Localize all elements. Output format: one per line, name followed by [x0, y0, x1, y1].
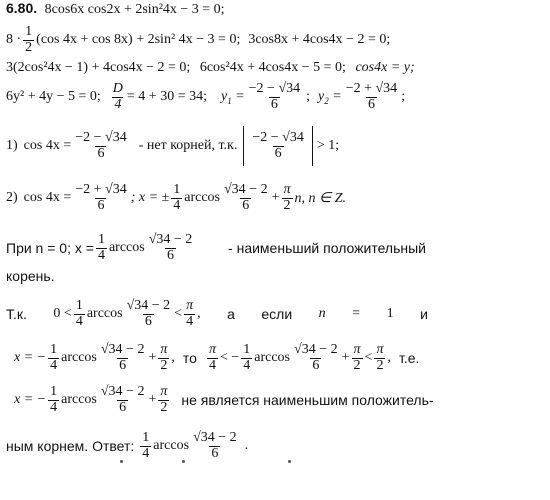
case-text: - нет корней, т.к. — [138, 138, 238, 153]
fraction-denominator: 4 — [50, 399, 58, 415]
eq-sign: = — [352, 306, 361, 321]
fraction-arccos-arg — [222, 183, 270, 213]
tk-line — [6, 292, 428, 336]
tk-lead: Т.к. — [6, 306, 27, 322]
fraction-arccos-arg — [292, 343, 340, 373]
fraction-numerator: √34 − 2 — [294, 341, 338, 357]
fraction-denominator: 4 — [75, 313, 83, 329]
fraction-denominator: 4 — [208, 357, 216, 373]
fraction-d-over-4 — [111, 82, 125, 112]
fraction-numerator: −2 + √34 — [75, 181, 127, 197]
step-text: (cos 4x + cos 8x) + 2sin² 4x − 3 = 0; — [36, 32, 241, 47]
fraction-denominator: 6 — [211, 445, 219, 461]
x-eq: ; x = ± — [130, 190, 170, 205]
period: . — [244, 438, 249, 453]
arccos-text: arccos — [86, 306, 123, 321]
step-text: = 4 + 30 = 34; — [126, 89, 207, 104]
fraction-denominator: 4 — [50, 357, 58, 373]
comma: , — [197, 306, 201, 321]
fraction-denominator: 2 — [353, 357, 361, 373]
fraction-arccos-arg — [99, 385, 147, 415]
fraction-denominator: 2 — [376, 357, 384, 373]
fraction-half — [23, 25, 34, 55]
lt-sign: < — [174, 306, 183, 321]
fraction-y2 — [344, 82, 399, 112]
plus-sign: + — [341, 350, 350, 365]
step-text: cos4x = y; — [355, 60, 415, 75]
fraction-numerator: √34 − 2 — [193, 429, 237, 445]
fraction-pi-half — [158, 385, 169, 415]
fraction-numerator: √34 − 2 — [100, 341, 145, 357]
fraction-quarter — [96, 233, 107, 263]
fraction-numerator: 1 — [50, 341, 58, 357]
fraction-quarter — [171, 183, 182, 213]
fraction-numerator: π — [160, 383, 168, 399]
fraction-denominator: 6 — [119, 399, 127, 415]
fraction-numerator: π — [376, 341, 384, 357]
fraction-numerator: 1 — [25, 23, 33, 39]
step-line-4: 6y² + 4y − 5 = 0; $\frac{D}{4}$ = 4 + 30 = 34; $y_1$ = $\frac{-2 - √34}{6}$ ; $y_2$ = $\frac{-2 + √34}{6}$ ; — [6, 80, 406, 112]
fraction-denominator: 2 — [25, 39, 33, 55]
fraction-numerator: −2 − √34 — [248, 80, 301, 96]
step-text: 3cos8x + 4cos4x − 2 = 0; — [248, 32, 391, 47]
case-label: 2) — [6, 190, 18, 205]
fraction-numerator: π — [208, 341, 216, 357]
fraction-denominator: 2 — [160, 399, 168, 415]
step-text: 3(2cos²4x − 1) + 4cos4x − 2 = 0; — [6, 60, 191, 75]
case-lhs: cos 4x = — [23, 138, 72, 153]
word-te: т.е. — [398, 350, 420, 366]
fraction-denominator: 4 — [173, 197, 181, 213]
arccos-text: arccos — [254, 350, 291, 365]
fraction-arccos-arg — [125, 299, 173, 329]
fraction-denominator: 6 — [274, 145, 282, 161]
fraction-denominator: 6 — [242, 197, 250, 213]
case-gt: > 1; — [316, 138, 340, 153]
x2-line — [14, 378, 550, 422]
fraction-denominator: 6 — [167, 247, 174, 263]
fraction-denominator: 4 — [142, 445, 150, 461]
fraction-y1 — [247, 82, 302, 112]
dot — [288, 460, 291, 463]
fraction-case1 — [73, 131, 128, 161]
y1-label: $y_1$ = — [220, 88, 245, 106]
fraction-numerator: √34 − 2 — [126, 297, 171, 313]
y2-label: $y_2$ = — [318, 88, 342, 106]
fraction-numerator: π — [353, 341, 361, 357]
x1-line — [14, 336, 550, 380]
fraction-denominator: 4 — [114, 96, 122, 112]
fraction-numerator: −2 − √34 — [75, 129, 127, 145]
comma: , — [171, 350, 175, 365]
case-label: 1) — [6, 138, 18, 153]
arccos-text: arccos — [61, 392, 97, 407]
fraction-numerator: D — [112, 80, 123, 96]
fraction-denominator: 6 — [144, 313, 152, 329]
fraction-pi-quarter — [184, 299, 195, 329]
fraction-denominator: 2 — [283, 197, 291, 213]
x-eq: x = − — [14, 350, 47, 365]
lt-sign: < − — [219, 350, 240, 365]
fraction-numerator: 1 — [243, 341, 251, 357]
n0-continuation: корень. — [6, 268, 55, 284]
comma: , — [387, 350, 391, 365]
case-2-line — [6, 176, 550, 220]
fraction-denominator: 6 — [97, 145, 105, 161]
word-if: если — [261, 306, 293, 322]
fraction-pi-quarter — [207, 343, 218, 373]
fraction-abs — [250, 131, 305, 161]
arccos-text: arccos — [61, 350, 97, 365]
value-one: 1 — [386, 306, 394, 321]
fraction-quarter — [241, 343, 252, 373]
fraction-denominator: 4 — [243, 357, 251, 373]
step-text: 8 · — [6, 32, 22, 47]
fraction-case2 — [73, 183, 128, 213]
dot — [120, 460, 123, 463]
fraction-arccos-arg — [191, 431, 239, 461]
step-line-2 — [6, 24, 550, 56]
scan-artifact-dots — [0, 460, 550, 470]
n0-text: - наименьший положительный — [228, 240, 426, 256]
step-text: 6y² + 4y − 5 = 0; — [6, 89, 101, 104]
fraction-arccos-arg — [99, 343, 147, 373]
fraction-numerator: √34 − 2 — [100, 383, 145, 399]
word-a: а — [227, 306, 235, 322]
answer-text: ным корнем. Ответ: — [6, 438, 135, 454]
plus-sign: + — [148, 392, 157, 407]
fraction-denominator: 6 — [367, 96, 375, 112]
fraction-numerator: √34 − 2 — [224, 181, 268, 197]
fraction-denominator: 4 — [186, 313, 194, 329]
word-then: то — [182, 350, 197, 366]
fraction-numerator: π — [160, 341, 168, 357]
fraction-numerator: π — [283, 181, 291, 197]
fraction-quarter — [74, 299, 85, 329]
fraction-pi-half — [282, 183, 293, 213]
fraction-numerator: −2 + √34 — [345, 80, 398, 96]
fraction-denominator: 6 — [97, 197, 105, 213]
x-eq: x = − — [14, 392, 47, 407]
fraction-numerator: 1 — [142, 429, 150, 445]
case-1-line — [6, 124, 550, 168]
fraction-quarter — [48, 343, 59, 373]
case-tail: n, n ∈ Z. — [294, 190, 346, 206]
arccos-text: arccos — [108, 240, 145, 255]
case-lhs: cos 4x = — [23, 190, 72, 205]
fraction-denominator: 6 — [270, 96, 278, 112]
var-n: n — [318, 306, 326, 321]
problem-equation: 8cos6x cos2x + 2sin²4x − 3 = 0; — [44, 2, 225, 17]
lt-sign: < — [364, 350, 373, 365]
fraction-numerator: 1 — [75, 297, 83, 313]
arccos-text: arccos — [184, 190, 220, 205]
n0-prefix: При n = 0; x = — [6, 240, 94, 256]
word-and: и — [420, 306, 428, 322]
fraction-numerator: √34 − 2 — [148, 231, 193, 247]
fraction-denominator: 4 — [97, 247, 105, 263]
fraction-numerator: 1 — [173, 181, 181, 197]
fraction-denominator: 6 — [119, 357, 127, 373]
plus-sign: + — [148, 350, 157, 365]
ineq-start: 0 < — [53, 306, 72, 321]
dot — [182, 460, 185, 463]
fraction-numerator: 1 — [97, 231, 105, 247]
fraction-quarter — [140, 431, 151, 461]
plus-sign: + — [271, 190, 280, 205]
fraction-pi-half — [374, 343, 385, 373]
absolute-value — [243, 126, 312, 166]
problem-number: 6.80. — [6, 0, 38, 16]
step-text: 6cos²4x + 4cos4x − 5 = 0; — [199, 60, 346, 75]
fraction-pi-half — [352, 343, 363, 373]
fraction-numerator: π — [186, 297, 194, 313]
fraction-arccos-arg — [147, 233, 195, 263]
fraction-numerator: 1 — [50, 383, 58, 399]
fraction-denominator: 6 — [312, 357, 320, 373]
fraction-numerator: −2 − √34 — [252, 129, 304, 145]
fraction-pi-half — [158, 343, 169, 373]
not-smallest-text: не является наименьшим положитель- — [181, 392, 434, 408]
n0-line — [6, 228, 426, 268]
fraction-denominator: 2 — [160, 357, 168, 373]
arccos-text: arccos — [153, 438, 190, 453]
fraction-quarter — [48, 385, 59, 415]
